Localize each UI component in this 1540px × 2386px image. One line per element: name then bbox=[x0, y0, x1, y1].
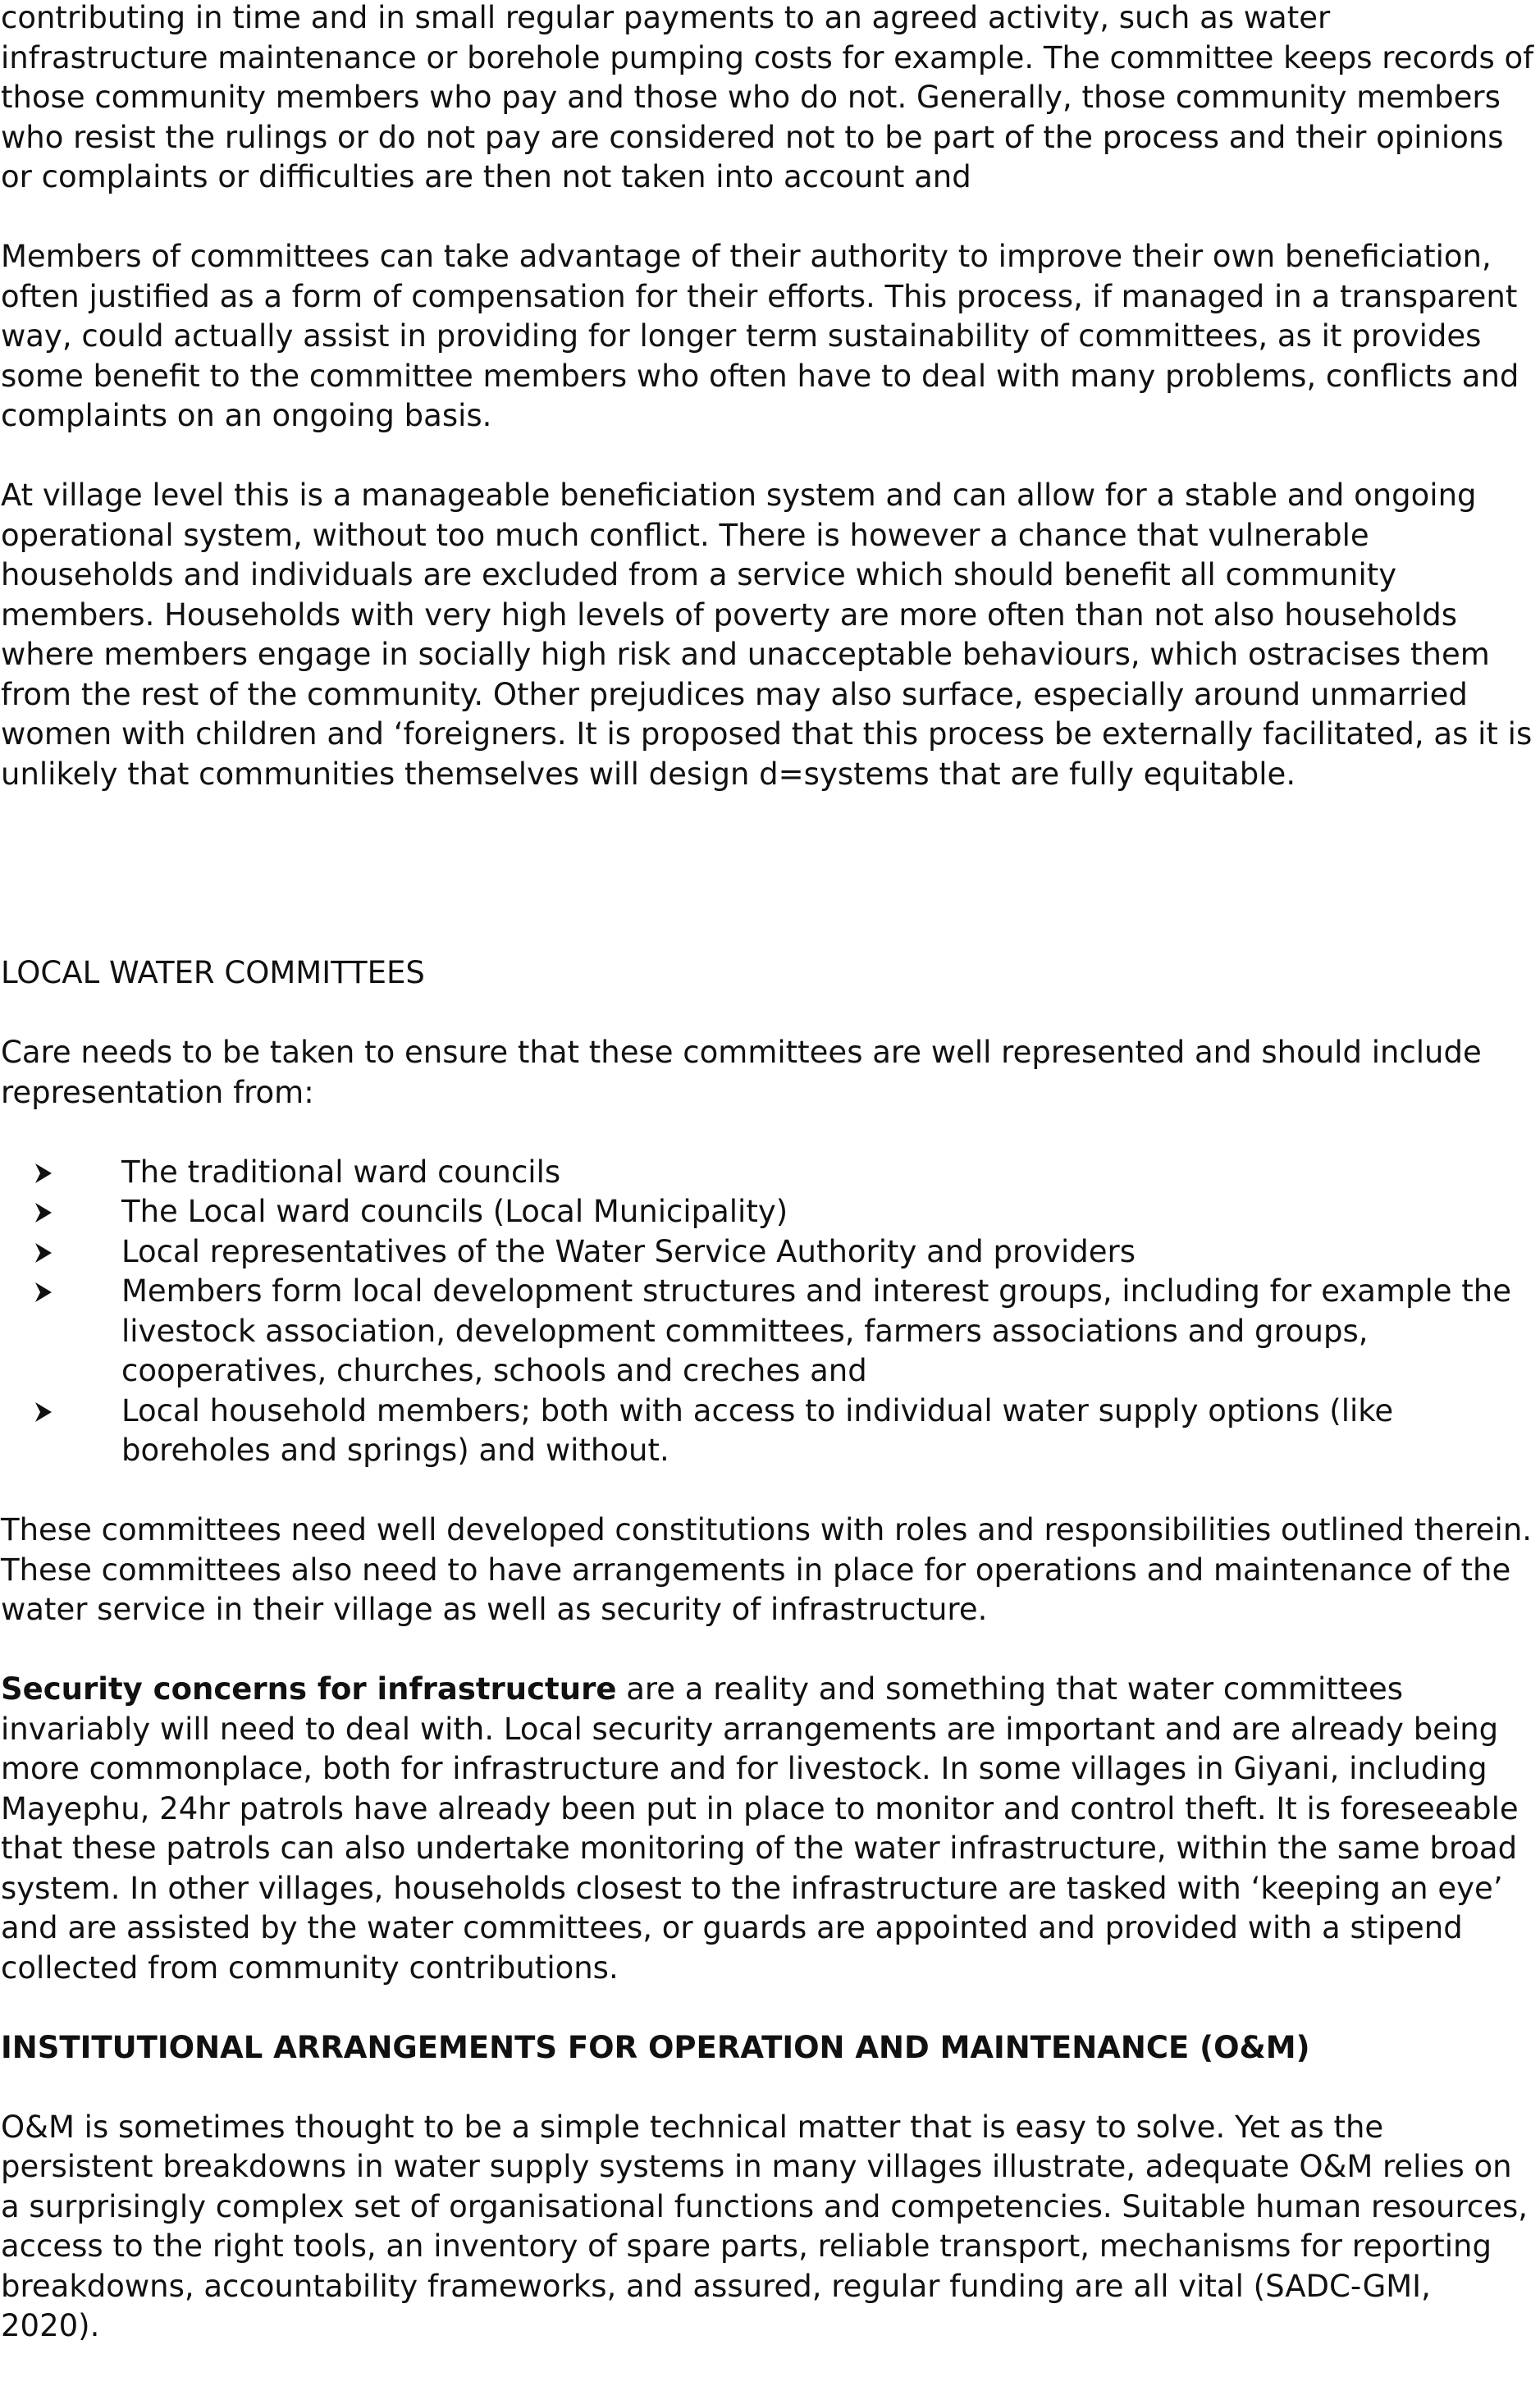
security-concerns-lead: Security concerns for infrastructure bbox=[1, 1671, 617, 1707]
document-page bbox=[1, 0, 1535, 2386]
section-spacer bbox=[1, 834, 1535, 954]
security-concerns-body: are a reality and something that water committees invariably will need to deal with. Local security arrangements are important and are already being more commonplace, both for infrastructure and for livestock. In some villages in Giyani, including Mayephu, 24hr patrols have already been put in place to monitor and control theft. It is foreseeable that these patrols can also undertake monitoring of the water infrastructure, within the same broad system. In other villages, households closest to the infrastructure are tasked with ‘keeping an eye’ and are assisted by the water committees, or guards are appointed and provided with a stipend collected from community contributions. bbox=[1, 1671, 1519, 1986]
list-item-text: The traditional ward councils bbox=[121, 1154, 561, 1190]
arrowhead-bullet-icon bbox=[34, 1192, 59, 1232]
paragraph-representation: Care needs to be taken to ensure that these committees are well represented and should include representation from: bbox=[1, 1035, 1482, 1110]
list-item-text: Local representatives of the Water Service Authority and providers bbox=[121, 1233, 1136, 1269]
list-item-text: Members form local development structures and interest groups, including for example the livestock association, development committees, farmers associations and groups, cooperatives, churches, schools and creches and bbox=[121, 1273, 1511, 1388]
paragraph-contributions: contributing in time and in small regular payments to an agreed activity, such as water infrastructure maintenance or borehole pumping costs for example. The committee keeps records of those community members who pay and those who do not. Generally, those community members who resist the rulings or do not pay are considered not to be part of the process and their opinions or complaints or difficulties are then not taken into account and bbox=[1, 0, 1534, 194]
list-item-text: The Local ward councils (Local Municipality) bbox=[121, 1194, 788, 1229]
heading-institutional-arrangements: INSTITUTIONAL ARRANGEMENTS FOR OPERATION AND MAINTENANCE (O&M) bbox=[1, 2029, 1310, 2065]
paragraph-constitutions: These committees need well developed constitutions with roles and responsibilities outlined therein. These committees also need to have arrangements in place for operations and maintenance of the water service in their village as well as security of infrastructure. bbox=[1, 1512, 1533, 1627]
list-item bbox=[121, 1232, 1535, 1273]
list-item bbox=[121, 1153, 1535, 1193]
arrowhead-bullet-icon bbox=[34, 1392, 59, 1431]
list-item bbox=[121, 1392, 1535, 1471]
arrowhead-bullet-icon bbox=[34, 1232, 59, 1272]
list-item bbox=[121, 1192, 1535, 1232]
paragraph-village-level: At village level this is a manageable beneficiation system and can allow for a stable and ongoing operational system, without too much conflict. There is however a chance that vulnerable households and individuals are excluded from a service which should benefit all community members. Households with very high levels of poverty are more often than not also households where members engage in socially high risk and unacceptable behaviours, which ostracises them from the rest of the community. Other prejudices may also surface, especially around unmarried women with children and ‘foreigners. It is proposed that this process be externally facilitated, as it is unlikely that communities themselves will design d=systems that are fully equitable. bbox=[1, 478, 1533, 792]
list-item-text: Local household members; both with access to individual water supply options (like boreholes and springs) and without. bbox=[121, 1392, 1394, 1468]
arrowhead-bullet-icon bbox=[34, 1272, 59, 1311]
list-item bbox=[121, 1272, 1535, 1392]
arrowhead-bullet-icon bbox=[34, 1153, 59, 1192]
representation-list bbox=[1, 1153, 1535, 1471]
paragraph-committee-beneficiation: Members of committees can take advantage of their authority to improve their own beneficiation, often justified as a form of compensation for their efforts. This process, if managed in a transparent way, could actually assist in providing for longer term sustainability of committees, as it provides some benefit to the committee members who often have to deal with many problems, conflicts and complaints on an ongoing basis. bbox=[1, 239, 1519, 433]
paragraph-security-concerns bbox=[1, 1670, 1535, 1988]
heading-local-water-committees: LOCAL WATER COMMITTEES bbox=[1, 955, 425, 990]
paragraph-om: O&M is sometimes thought to be a simple technical matter that is easy to solve. Yet as the persistent breakdowns in water supply systems in many villages illustrate, adequate O&M relies on a surprisingly complex set of organisational functions and competencies. Suitable human resources, access to the right tools, an inventory of spare parts, reliable transport, mechanisms for reporting breakdowns, accountability frameworks, and assured, regular funding are all vital (SADC-GMI, 2020). bbox=[1, 2109, 1529, 2343]
